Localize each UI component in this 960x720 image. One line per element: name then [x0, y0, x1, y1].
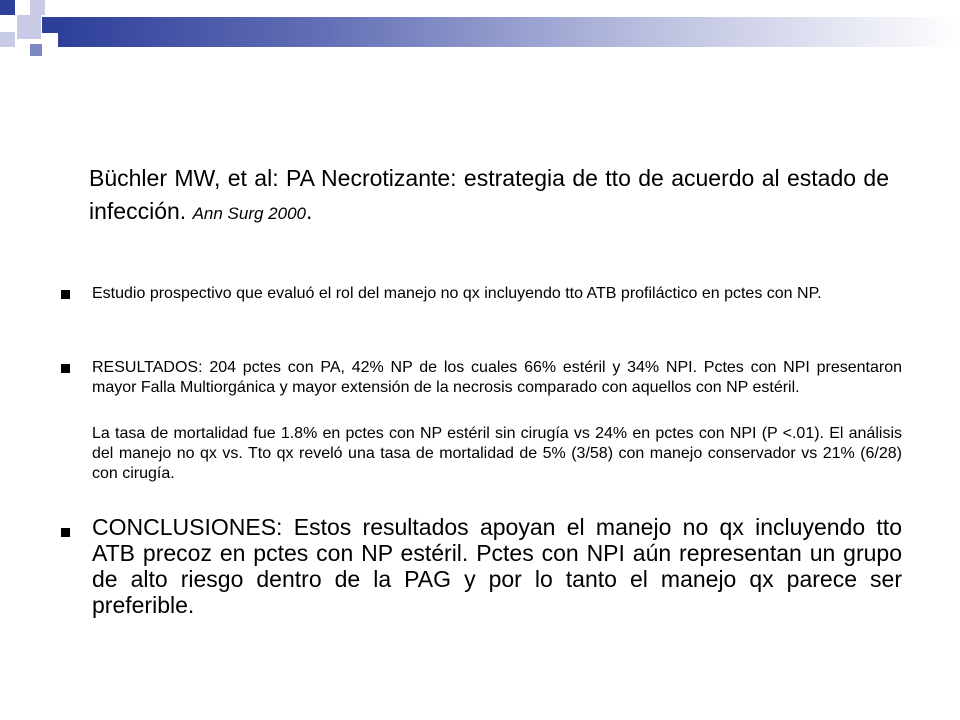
title-journal: Ann Surg 2000 — [192, 204, 306, 223]
decorative-square — [30, 44, 42, 56]
decorative-square — [17, 15, 41, 39]
header-gradient-bar — [58, 17, 960, 47]
bullet-text-study: Estudio prospectivo que evaluó el rol del manejo no qx incluyendo tto ATB profiláctico en pctes con NP. — [92, 285, 822, 302]
slide-title — [89, 162, 889, 230]
bullet-marker — [61, 364, 70, 373]
bullet-marker — [61, 290, 70, 299]
decorative-square — [0, 32, 15, 47]
title-end: . — [305, 198, 313, 224]
decorative-square — [30, 0, 45, 15]
results-continuation: La tasa de mortalidad fue 1.8% en pctes con NP estéril sin cirugía vs 24% en pctes con NPI (P <.01). El análisis del manejo no qx vs. Tto qx reveló una tasa de mortalidad de 5% (3/58) con manejo conservador vs 21% (6/28) con cirugía. — [92, 425, 902, 482]
title-main: Büchler MW, et al: PA Necrotizante: estrategia de tto de acuerdo al estado de infección. — [89, 165, 889, 224]
decorative-square — [42, 17, 58, 33]
bullet-text-results: RESULTADOS: 204 pctes con PA, 42% NP de los cuales 66% estéril y 34% NPI. Pctes con NPI presentaron mayor Falla Multiorgánica y mayor extensión de la necrosis comparado con aquellos con NP estéril. — [92, 359, 902, 396]
decorative-square — [0, 0, 15, 15]
bullet-text-conclusions: CONCLUSIONES: Estos resultados apoyan el manejo no qx incluyendo tto ATB precoz en pctes con NP estéril. Pctes con NPI aún representan un grupo de alto riesgo dentro de la PAG y por lo tanto el manejo qx parece ser preferible. — [92, 514, 902, 618]
bullet-marker — [61, 528, 70, 537]
